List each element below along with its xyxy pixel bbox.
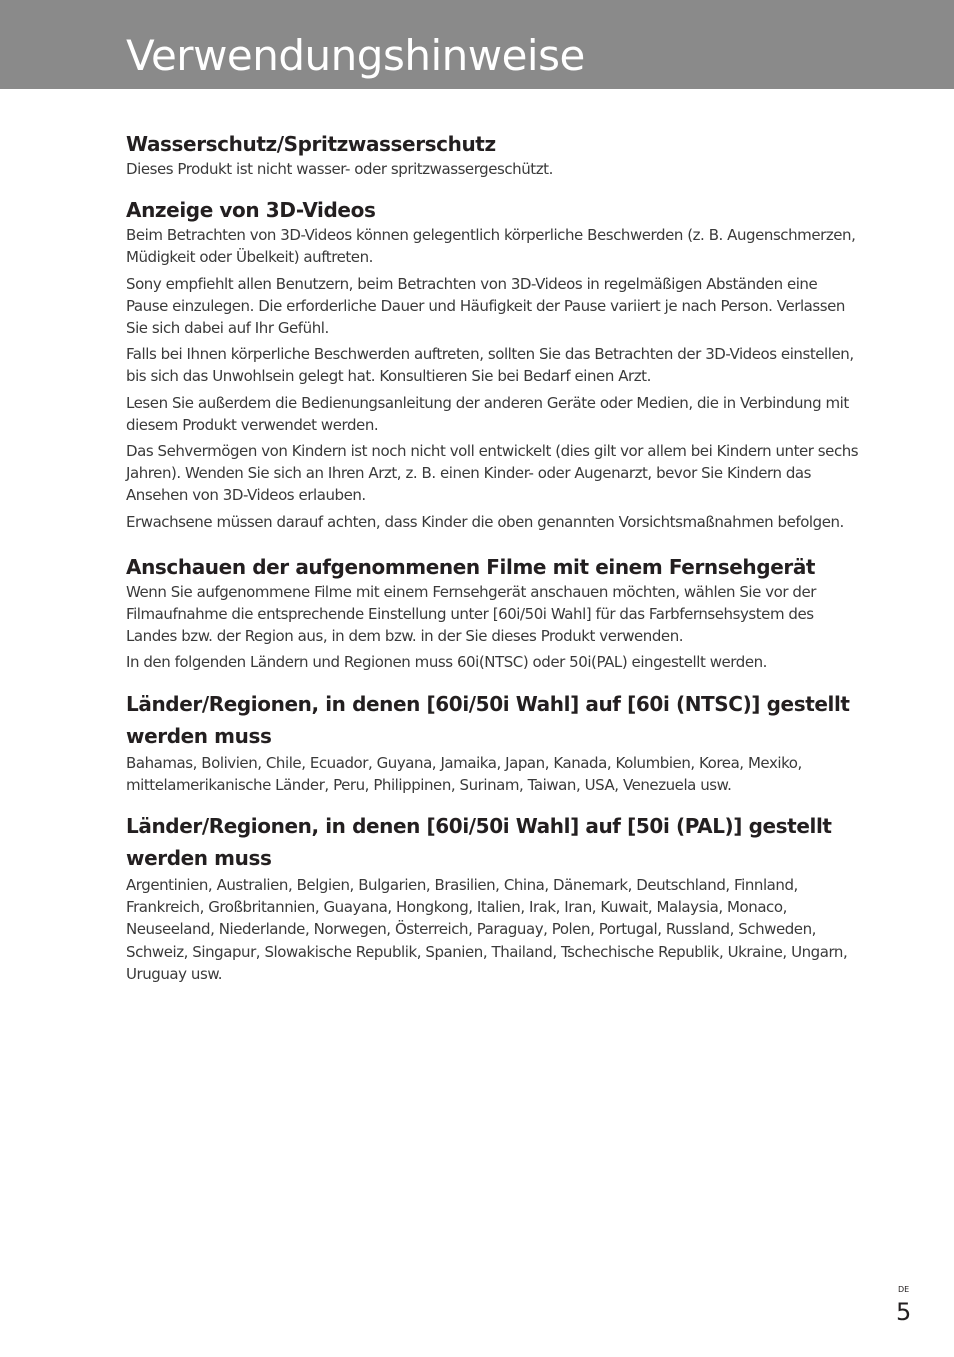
section-heading: Anzeige von 3D-Videos xyxy=(126,198,376,223)
section-heading: Länder/Regionen, in denen [60i/50i Wahl] auf [60i (NTSC)] gestellt werden muss xyxy=(126,691,850,748)
section-paragraph: Lesen Sie außerdem die Bedienungsanleitung der anderen Geräte oder Medien, die in Verbindung mit diesem Produkt verwendet werden. xyxy=(126,393,849,434)
section-paragraph: Sony empfiehlt allen Benutzern, beim Betrachten von 3D-Videos in regelmäßigen Abständen eine Pause einzulegen. Die erforderliche Dauer und Häufigkeit der Pause variiert je nach Person. Verlassen Sie sich dabei auf Ihr Gefühl. xyxy=(126,274,845,338)
section-fernsehgeraet xyxy=(126,553,861,674)
page-title: Verwendungshinweise xyxy=(126,31,585,80)
section-heading: Anschauen der aufgenommenen Filme mit einem Fernsehgerät xyxy=(126,554,816,579)
header-bar xyxy=(0,0,954,89)
section-paragraph: Beim Betrachten von 3D-Videos können gelegentlich körperliche Beschwerden (z. B. Augenschmerzen, Müdigkeit oder Übelkeit) auftreten. xyxy=(126,226,856,267)
section-paragraph: Falls bei Ihnen körperliche Beschwerden auftreten, sollten Sie das Betrachten der 3D-Videos einstellen, bis sich das Unwohlsein gelegt hat. Konsultieren Sie bei Bedarf einen Arzt. xyxy=(126,345,854,386)
section-heading: Länder/Regionen, in denen [60i/50i Wahl] auf [50i (PAL)] gestellt werden muss xyxy=(126,814,832,871)
section-3d-videos xyxy=(126,196,861,533)
section-paragraph: Dieses Produkt ist nicht wasser- oder spritzwassergeschützt. xyxy=(126,160,553,178)
section-paragraph: In den folgenden Ländern und Regionen muss 60i(NTSC) oder 50i(PAL) eingestellt werden. xyxy=(126,653,767,672)
section-heading: Wasserschutz/Spritzwasserschutz xyxy=(126,132,496,156)
document-body xyxy=(126,130,861,989)
language-label: DE xyxy=(898,1285,910,1294)
section-wasserschutz xyxy=(126,130,861,180)
section-paragraph: Erwachsene müssen darauf achten, dass Kinder die oben genannten Vorsichtsmaßnahmen befolgen. xyxy=(126,512,844,531)
section-ntsc-countries xyxy=(126,688,861,796)
page-number: 5 xyxy=(896,1298,912,1326)
section-paragraph: Wenn Sie aufgenommene Filme mit einem Fernsehgerät anschauen möchten, wählen Sie vor der Filmaufnahme die entsprechende Einstellung unter [60i/50i Wahl] für das Farbfernsehsystem des Landes bzw. der Region aus, in dem bzw. in der Sie dieses Produkt verwenden. xyxy=(126,582,816,646)
section-paragraph: Argentinien, Australien, Belgien, Bulgarien, Brasilien, China, Dänemark, Deutschland, Finnland, Frankreich, Großbritannien, Guayana, Hongkong, Italien, Irak, Iran, Kuwait, Malaysia, Monaco, Neuseeland, Niederlande, Norwegen, Österreich, Paraguay, Polen, Portugal, Russland, Schweden, Schweiz, Singapur, Slowakische Republik, Spanien, Thailand, Tschechische Republik, Ukraine, Ungarn, Uruguay usw. xyxy=(126,876,848,983)
section-paragraph: Bahamas, Bolivien, Chile, Ecuador, Guyana, Jamaika, Japan, Kanada, Kolumbien, Korea, Mexiko, mittelamerikanische Länder, Peru, Philippinen, Surinam, Taiwan, USA, Venezuela usw. xyxy=(126,753,802,794)
section-pal-countries xyxy=(126,810,861,985)
section-paragraph: Das Sehvermögen von Kindern ist noch nicht voll entwickelt (dies gilt vor allem bei Kindern unter sechs Jahren). Wenden Sie sich an Ihren Arzt, z. B. einen Kinder- oder Augenarzt, bevor Sie Kindern das Ansehen von 3D-Videos erlauben. xyxy=(126,442,859,505)
